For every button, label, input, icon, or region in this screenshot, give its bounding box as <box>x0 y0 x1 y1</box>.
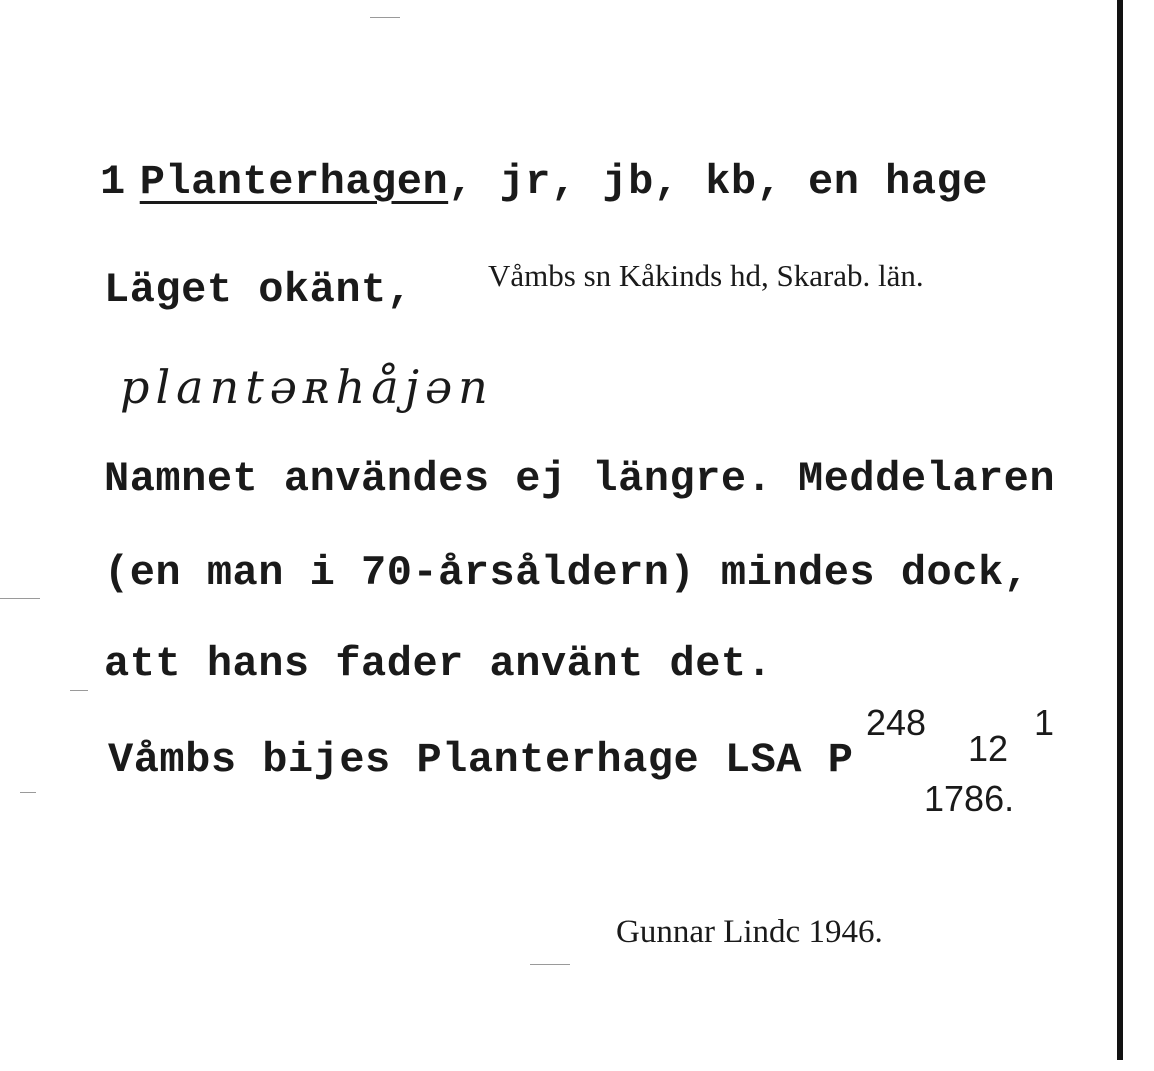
scan-speck <box>530 964 570 965</box>
collector-stamp: Gunnar Lindc 1946. <box>616 914 883 950</box>
note-line-1: Namnet användes ej längre. Meddelaren <box>104 455 1056 503</box>
place-categories: , jr, jb, kb, en hage <box>448 158 988 206</box>
source-text: Våmbs bijes Planterhage LSA P <box>108 736 854 784</box>
source-superscript-1: 248 <box>866 702 927 743</box>
parish-district-stamp: Våmbs sn Kåkinds hd, Skarab. län. <box>488 258 924 293</box>
pronunciation-handwritten: plantəʀhåjən <box>120 360 494 414</box>
note-line-2: (en man i 70-årsåldern) mindes dock, <box>104 549 1030 597</box>
scan-speck <box>70 690 88 691</box>
location-status: Läget okänt, <box>104 266 413 314</box>
scan-speck <box>20 792 36 793</box>
source-superscript-2: 1 <box>1034 702 1055 743</box>
source-year: 1786. <box>924 778 1015 819</box>
place-name: Planterhagen <box>139 158 449 206</box>
scan-speck <box>370 17 400 18</box>
source-reference: 12 <box>968 728 1009 769</box>
entry-heading <box>100 158 988 206</box>
note-line-3: att hans fader använt det. <box>104 640 773 688</box>
scan-speck <box>0 598 40 599</box>
entry-number: 1 <box>100 158 126 206</box>
card-edge <box>1117 0 1123 1060</box>
